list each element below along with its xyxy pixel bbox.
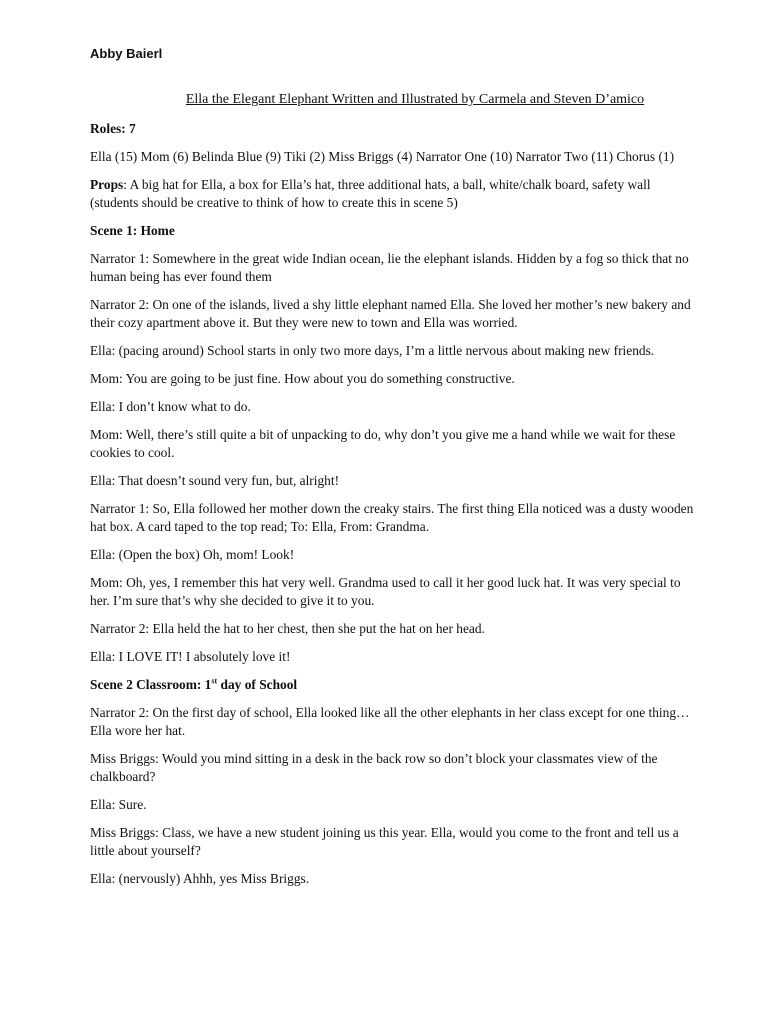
script-line: Ella: That doesn’t sound very fun, but, alright! bbox=[90, 473, 340, 488]
scene-2-heading-superscript: st bbox=[211, 676, 218, 686]
script-line: Ella: I LOVE IT! I absolutely love it! bbox=[90, 649, 291, 664]
roles-label: Roles: 7 bbox=[90, 121, 136, 136]
script-line: Mom: Well, there’s still quite a bit of unpacking to do, why don’t you give me a hand while we wait for these cookies to cool. bbox=[90, 427, 676, 460]
script-line: Narrator 2: On one of the islands, lived a shy little elephant named Ella. She loved her mother’s new bakery and their cozy apartment above it. But they were new to town and Ella was worried. bbox=[90, 297, 691, 330]
script-line: Ella: (nervously) Ahhh, yes Miss Briggs. bbox=[90, 871, 310, 886]
script-line: Ella: (pacing around) School starts in only two more days, I’m a little nervous about making new friends. bbox=[90, 343, 655, 358]
scene-2-heading-suffix: day of School bbox=[217, 677, 298, 692]
scene-1-heading: Scene 1: Home bbox=[90, 223, 175, 238]
scene-2-lines bbox=[90, 704, 698, 888]
script-line: Narrator 1: Somewhere in the great wide Indian ocean, lie the elephant islands. Hidden by a fog so thick that no human being has ever found them bbox=[90, 251, 689, 284]
author-name: Abby Baierl bbox=[90, 46, 163, 61]
script-line: Ella: Sure. bbox=[90, 797, 147, 812]
scene-1-lines bbox=[90, 250, 698, 666]
script-line: Narrator 2: Ella held the hat to her chest, then she put the hat on her head. bbox=[90, 621, 485, 636]
script-line: Ella: I don’t know what to do. bbox=[90, 399, 251, 414]
scene-2-heading-prefix: Scene 2 Classroom: 1 bbox=[90, 677, 212, 692]
roles-heading bbox=[90, 120, 698, 138]
script-line: Miss Briggs: Would you mind sitting in a desk in the back row so don’t block your classmates view of the chalkboard? bbox=[90, 751, 658, 784]
script-line: Ella: (Open the box) Oh, mom! Look! bbox=[90, 547, 295, 562]
script-line: Narrator 2: On the first day of school, Ella looked like all the other elephants in her class except for one thing…Ella wore her hat. bbox=[90, 705, 690, 738]
script-line: Mom: You are going to be just fine. How about you do something constructive. bbox=[90, 371, 515, 386]
props-label: Props bbox=[90, 177, 124, 192]
props-paragraph bbox=[90, 176, 698, 212]
scene-2-heading bbox=[90, 676, 698, 694]
script-line: Narrator 1: So, Ella followed her mother down the creaky stairs. The first thing Ella noticed was a dusty wooden hat box. A card taped to the top read; To: Ella, From: Grandma. bbox=[90, 501, 694, 534]
roles-list: Ella (15) Mom (6) Belinda Blue (9) Tiki (2) Miss Briggs (4) Narrator One (10) Narrator Two (11) Chorus (1) bbox=[90, 149, 675, 164]
props-text: : A big hat for Ella, a box for Ella’s hat, three additional hats, a ball, white/chalk board, safety wall (students should be creative to think of how to create this in scene 5) bbox=[90, 177, 651, 210]
script-line: Mom: Oh, yes, I remember this hat very well. Grandma used to call it her good luck hat. It was very special to her. I’m sure that’s why she decided to give it to you. bbox=[90, 575, 681, 608]
document-title: Ella the Elegant Elephant Written and Illustrated by Carmela and Steven D’amico bbox=[185, 92, 645, 107]
script-line: Miss Briggs: Class, we have a new student joining us this year. Ella, would you come to the front and tell us a little about yourself? bbox=[90, 825, 679, 858]
